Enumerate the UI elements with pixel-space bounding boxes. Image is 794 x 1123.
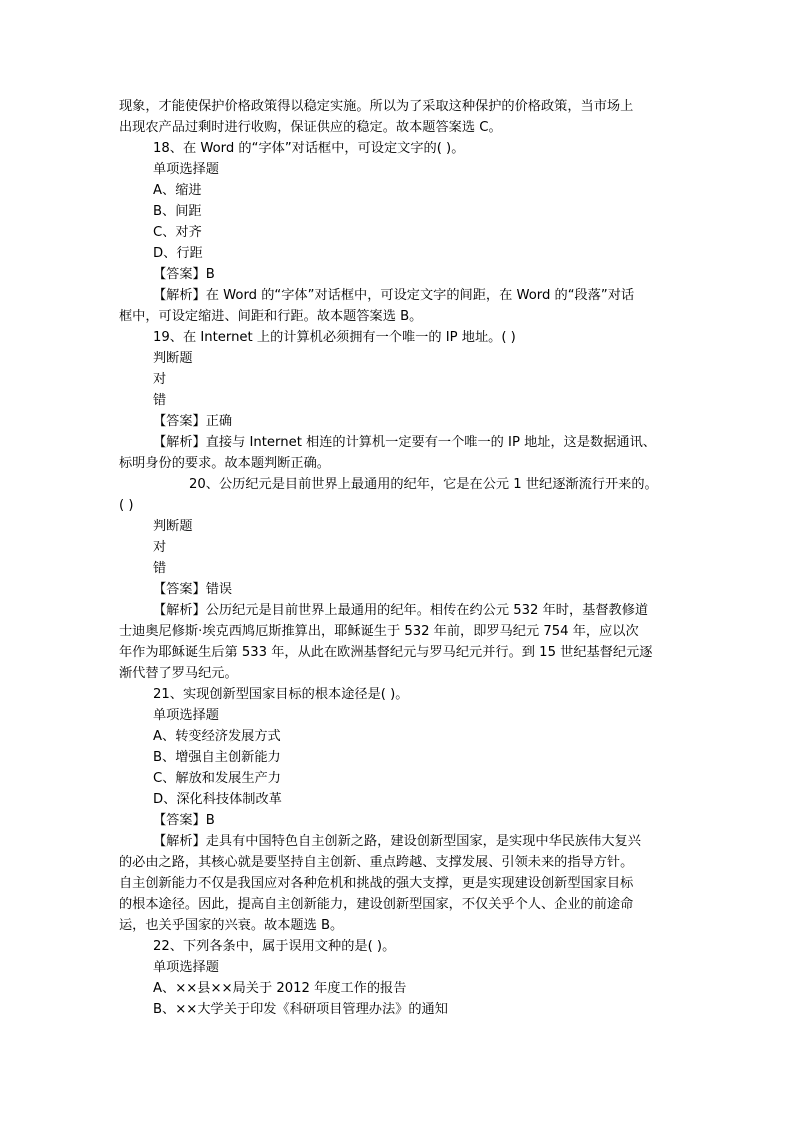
answer: 【答案】B bbox=[153, 813, 215, 828]
option-true: 对 bbox=[153, 372, 167, 387]
question-22: 22、下列各条中，属于误用文种的是( )。 bbox=[153, 939, 396, 954]
option-a: A、缩进 bbox=[153, 183, 202, 198]
answer: 【答案】正确 bbox=[153, 414, 233, 429]
explanation: 的根本途径。因此，提高自主创新能力，建设创新型国家，不仅关乎个人、企业的前途命 bbox=[119, 897, 634, 912]
question-type: 单项选择题 bbox=[153, 708, 219, 723]
explanation: 【解析】直接与 Internet 相连的计算机一定要有一个唯一的 IP 地址，这是数据通讯、 bbox=[153, 435, 656, 450]
question-type: 判断题 bbox=[153, 351, 193, 366]
explanation: 的必由之路，其核心就是要坚持自主创新、重点跨越、支撑发展、引领未来的指导方针。 bbox=[119, 855, 634, 870]
option-true: 对 bbox=[153, 540, 167, 555]
option-d: D、深化科技体制改革 bbox=[153, 792, 282, 807]
option-b: B、间距 bbox=[153, 204, 202, 219]
question-type: 判断题 bbox=[153, 519, 193, 534]
explanation: 【解析】在 Word 的“字体”对话框中，可设定文字的间距，在 Word 的“段落”对话 bbox=[153, 288, 635, 303]
text-line: 现象，才能使保护价格政策得以稳定实施。所以为了采取这种保护的价格政策，当市场上 bbox=[119, 99, 634, 114]
question-type: 单项选择题 bbox=[153, 960, 219, 975]
option-b: B、××大学关于印发《科研项目管理办法》的通知 bbox=[153, 1002, 448, 1017]
explanation: 渐代替了罗马纪元。 bbox=[119, 666, 238, 681]
option-d: D、行距 bbox=[153, 246, 203, 261]
question-20: ( ) bbox=[119, 498, 134, 513]
question-20: 20、公历纪元是目前世界上最通用的纪年，它是在公元 1 世纪逐渐流行开来的。 bbox=[189, 477, 658, 492]
question-18: 18、在 Word 的“字体”对话框中，可设定文字的( )。 bbox=[153, 141, 465, 156]
question-21: 21、实现创新型国家目标的根本途径是( )。 bbox=[153, 687, 409, 702]
option-c: C、对齐 bbox=[153, 225, 202, 240]
option-b: B、增强自主创新能力 bbox=[153, 750, 281, 765]
answer: 【答案】B bbox=[153, 267, 215, 282]
explanation: 标明身份的要求。故本题判断正确。 bbox=[119, 456, 330, 471]
explanation: 【解析】公历纪元是目前世界上最通用的纪年。相传在约公元 532 年时，基督教修道 bbox=[153, 603, 649, 618]
option-a: A、转变经济发展方式 bbox=[153, 729, 281, 744]
explanation: 运，也关乎国家的兴衰。故本题选 B。 bbox=[119, 918, 344, 933]
question-type: 单项选择题 bbox=[153, 162, 219, 177]
explanation: 士迪奥尼修斯·埃克西鸠厄斯推算出，耶稣诞生于 532 年前，即罗马纪元 754 年，应以次 bbox=[119, 624, 639, 639]
explanation: 框中，可设定缩进、间距和行距。故本题答案选 B。 bbox=[119, 309, 423, 324]
answer: 【答案】错误 bbox=[153, 582, 233, 597]
option-false: 错 bbox=[153, 393, 167, 408]
option-false: 错 bbox=[153, 561, 167, 576]
question-19: 19、在 Internet 上的计算机必须拥有一个唯一的 IP 地址。( ) bbox=[153, 330, 516, 345]
option-c: C、解放和发展生产力 bbox=[153, 771, 281, 786]
text-line: 出现农产品过剩时进行收购，保证供应的稳定。故本题答案选 C。 bbox=[119, 120, 502, 135]
explanation: 自主创新能力不仅是我国应对各种危机和挑战的强大支撑，更是实现建设创新型国家目标 bbox=[119, 876, 634, 891]
explanation: 【解析】走具有中国特色自主创新之路，建设创新型国家，是实现中华民族伟大复兴 bbox=[153, 834, 641, 849]
explanation: 年作为耶稣诞生后第 533 年，从此在欧洲基督纪元与罗马纪元并行。到 15 世纪基督纪元逐 bbox=[119, 645, 653, 660]
option-a: A、××县××局关于 2012 年度工作的报告 bbox=[153, 981, 407, 996]
